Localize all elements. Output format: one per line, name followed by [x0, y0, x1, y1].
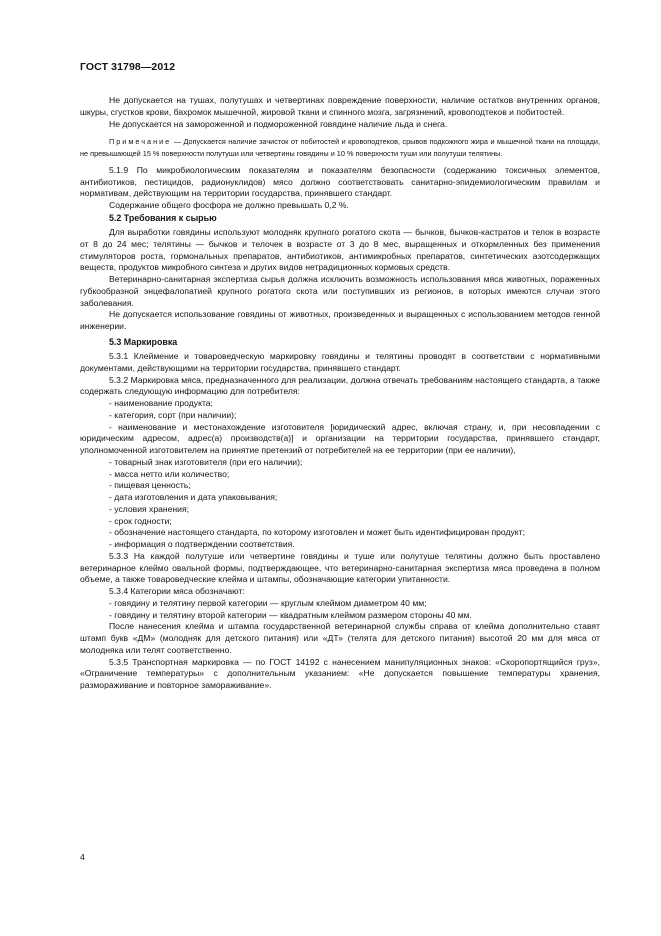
paragraph-surface-damage: Не допускается на тушах, полутушах и четвертинах повреждение поверхности, наличие остатков внутренних органов, шкуры, сгустков крови, бахромок мышечной, жировой ткани и спинного мозга, загрязнений, кровоподтеков и побитостей.: [80, 95, 600, 117]
paragraph-5-3-2: 5.3.2 Маркировка мяса, предназначенного для реализации, должна отвечать требованиям настоящего стандарта, а также содержать следующую информацию для потребителя:: [80, 374, 600, 397]
document-header: ГОСТ 31798—2012: [80, 61, 176, 73]
list-item: - масса нетто или количество;: [109, 468, 230, 479]
list-item: - обозначение настоящего стандарта, по которому изготовлен и может быть идентифицирован продукт;: [109, 527, 525, 538]
list-item: - срок годности;: [109, 515, 172, 526]
list-item: - дата изготовления и дата упаковывания;: [109, 492, 278, 502]
paragraph-5-2-gmo: Не допускается использование говядины от животных, произведенных и выращенных с использованием методов генной инженерии.: [80, 309, 600, 332]
page-number: 4: [80, 852, 85, 862]
note-text: — Допускается наличие зачисток от побитостей и кровоподтеков, срывов подкожного жира и мышечной ткани на площади, не превышающей 15 % поверхности полутуши или четвертины говядины и 10 % поверхности туши или полутуши телятины.: [80, 137, 600, 158]
list-5-3-2: [80, 398, 600, 551]
list-item: - говядину и телятину первой категории — круглым клеймом диаметром 40 мм;: [109, 597, 427, 608]
list-item: - категория, сорт (при наличии);: [109, 409, 237, 420]
note-label: Примечание: [109, 137, 172, 147]
paragraph-5-3-5: 5.3.5 Транспортная маркировка — по ГОСТ 14192 с нанесением манипуляционных знаков: «Скоропортящийся груз», «Ограничение температуры» с дополнительным указанием: «Не допускается повышение температуры хранения, размораживание и повторное замораживание».: [80, 656, 600, 690]
list-item: - условия хранения;: [109, 503, 190, 514]
list-5-3-4: [80, 598, 600, 622]
paragraph-5-3-3: 5.3.3 На каждой полутуше или четвертине говядины и туше или полутуше телятины должно быть проставлено ветеринарное клеймо овальной формы, подтверждающее, что ветеринарно-санитарная экспертиза мяса проведена в полном объеме, а также товароведческие клейма и штампы, обозначающие категории упитанности.: [80, 550, 600, 585]
list-item: - говядину и телятину второй категории — квадратным клеймом размером стороны 40 мм.: [109, 609, 472, 620]
paragraph-phosphorus: Содержание общего фосфора не должно превышать 0,2 %.: [109, 200, 349, 211]
document-body: [80, 95, 600, 692]
paragraph-5-3-4-stamp: После нанесения клейма и штампа государственной ветеринарной службы справа от клейма дополнительно ставят штамп букв «ДМ» (молодняк для детского питания) или «ДТ» (телята для детского питания) высотой 20 мм для мяса от молодняка или телят соответственно.: [80, 621, 600, 655]
list-item: - информация о подтверждении соответствия.: [109, 539, 295, 549]
paragraph-5-2-cattle: Для выработки говядины используют молодняк крупного рогатого скота — бычков, бычков-кастратов и телок в возрасте от 8 до 24 мес; телятины — бычков и телочек в возрасте от 3 до 8 мес, выращенных и откормленных без применения стимуляторов роста, гормональных препаратов, антибиотиков, антимикробных препаратов, синтетических азотсодержащих веществ, продуктов микробного синтеза и других видов нетрадиционных кормовых средств.: [80, 227, 600, 273]
list-item: - наименование продукта;: [109, 398, 213, 408]
paragraph-5-2-vet-expertise: Ветеринарно-санитарная экспертиза сырья должна исключить возможность использования мяса животных, пораженных губкообразной энцефалопатией крупного рогатого скота или поступивших из регионов, в которых имеются случаи этого заболевания.: [80, 274, 600, 308]
list-item: - товарный знак изготовителя (при его наличии);: [109, 456, 303, 467]
note-block: [80, 136, 600, 159]
paragraph-5-3-1: 5.3.1 Клеймение и товароведческую маркировку говядины и телятины проводят в соответствии с нормативными документами, действующими на территории государства, принявшего стандарт.: [80, 351, 600, 373]
paragraph-ice-snow: Не допускается на замороженной и подмороженной говядине наличие льда и снега.: [109, 118, 448, 129]
paragraph-5-3-4: 5.3.4 Категории мяса обозначают:: [109, 586, 245, 596]
paragraph-5-1-9: 5.1.9 По микробиологическим показателям и показателям безопасности (содержанию токсичных элементов, антибиотиков, пестицидов, радионуклидов) мясо должно соответствовать санитарно-эпидемиологическим правилам и нормативам, действующим на территории государства, принявшего стандарт.: [80, 164, 600, 199]
section-heading-5-3: 5.3 Маркировка: [109, 336, 178, 347]
section-heading-5-2: 5.2 Требования к сырью: [109, 212, 217, 223]
list-item: - наименование и местонахождение изготовителя [юридический адрес, включая страну, и, при несовпадении с юридическим адресом, адрес(а) производств(а)] и организации на территории государства, принявшего стандарт, уполномоченной изготовителем на принятие претензий от потребителей на ее территории (при ее наличии),: [80, 421, 600, 455]
list-item: - пищевая ценность;: [109, 480, 191, 491]
